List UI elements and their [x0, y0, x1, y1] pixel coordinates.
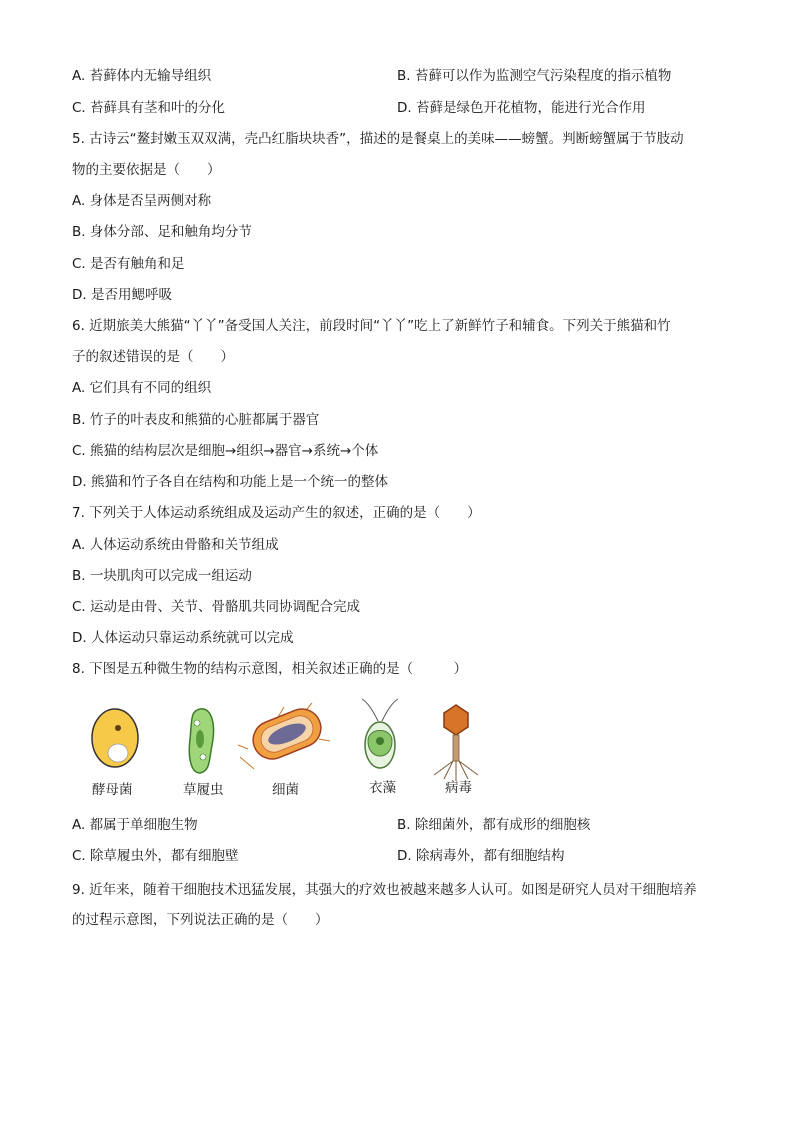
label-chlamydomonas: 衣藻 — [369, 780, 396, 796]
q9-stem-line-1: 9. 近年来，随着干细胞技术迅猛发展，其强大的疗效也被越来越多人认可。如图是研究人员对干细胞培养 — [72, 882, 697, 898]
label-paramecium: 草履虫 — [183, 782, 224, 798]
q5-stem-line-1: 5. 古诗云“鳌封嫩玉双双满，壳凸红脂块块香”，描述的是餐桌上的美味——螃蟹。判断螃蟹属于节肢动 — [72, 131, 684, 147]
q6-option-d: D. 熊猫和竹子各自在结构和功能上是一个统一的整体 — [72, 474, 388, 490]
microorganism-figure — [72, 695, 502, 805]
paramecium-drawing — [189, 709, 213, 773]
q6-option-a: A. 它们具有不同的组织 — [72, 380, 212, 396]
q7-option-b: B. 一块肌肉可以完成一组运动 — [72, 568, 252, 584]
virus-drawing — [434, 705, 478, 781]
q8-option-d: D. 除病毒外，都有细胞结构 — [397, 848, 565, 864]
q6-option-b: B. 竹子的叶表皮和熊猫的心脏都属于器官 — [72, 412, 320, 428]
label-bacterium: 细菌 — [272, 782, 299, 798]
q7-stem: 7. 下列关于人体运动系统组成及运动产生的叙述，正确的是（ ） — [72, 505, 481, 521]
q7-option-a: A. 人体运动系统由骨骼和关节组成 — [72, 537, 279, 553]
q6-stem-line-2: 子的叙述错误的是（ ） — [72, 349, 234, 365]
q5-option-c: C. 是否有触角和足 — [72, 256, 185, 272]
q8-option-c: C. 除草履虫外，都有细胞壁 — [72, 848, 239, 864]
q8-option-b: B. 除细菌外，都有成形的细胞核 — [397, 817, 591, 833]
q6-stem-line-1: 6. 近期旅美大熊猫“丫丫”备受国人关注，前段时间“丫丫”吃上了新鲜竹子和辅食。下列关于熊猫和竹 — [72, 318, 671, 334]
q5-option-a: A. 身体是否呈两侧对称 — [72, 193, 212, 209]
q9-stem-line-2: 的过程示意图，下列说法正确的是（ ） — [72, 912, 329, 928]
q5-option-d: D. 是否用鳃呼吸 — [72, 287, 172, 303]
q5-option-b: B. 身体分部、足和触角均分节 — [72, 224, 252, 240]
q8-option-a: A. 都属于单细胞生物 — [72, 817, 198, 833]
chlamydomonas-drawing — [362, 699, 398, 768]
q7-option-d: D. 人体运动只靠运动系统就可以完成 — [72, 630, 294, 646]
q4-option-b: B. 苔藓可以作为监测空气污染程度的指示植物 — [397, 68, 672, 84]
q4-option-c: C. 苔藓具有茎和叶的分化 — [72, 100, 226, 116]
yeast-cell-drawing — [92, 709, 138, 767]
q5-stem-line-2: 物的主要依据是（ ） — [72, 162, 221, 178]
q8-stem: 8. 下图是五种微生物的结构示意图，相关叙述正确的是（ ） — [72, 661, 468, 677]
q6-option-c: C. 熊猫的结构层次是细胞→组织→器官→系统→个体 — [72, 443, 379, 459]
q7-option-c: C. 运动是由骨、关节、骨骼肌共同协调配合完成 — [72, 599, 361, 615]
q4-option-a: A. 苔藓体内无输导组织 — [72, 68, 212, 84]
label-yeast: 酵母菌 — [92, 782, 133, 798]
bacterium-drawing — [238, 703, 330, 769]
label-virus: 病毒 — [445, 780, 472, 796]
q4-option-d: D. 苔藓是绿色开花植物，能进行光合作用 — [397, 100, 646, 116]
